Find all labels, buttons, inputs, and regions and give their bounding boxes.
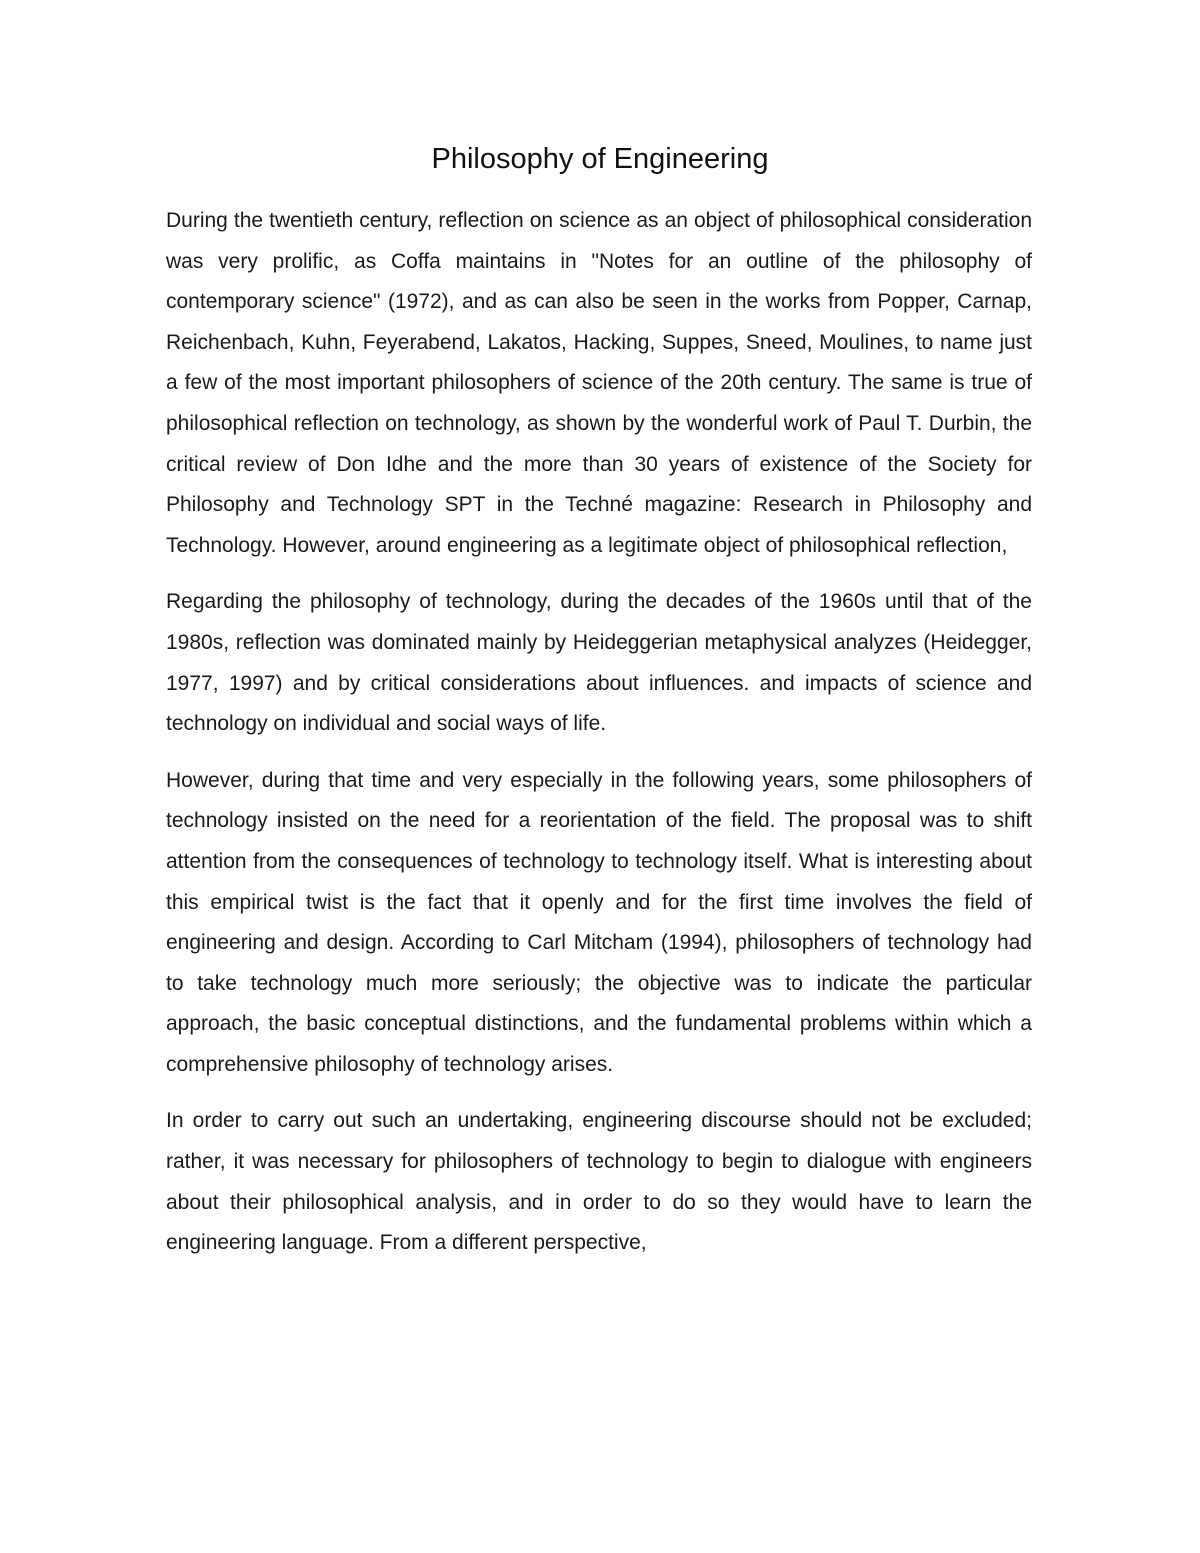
paragraph-1: During the twentieth century, reflection on science as an object of philosophical consideration was very prolific, as Coffa maintains in "Notes for an outline of the philosophy of contemporary science" (1972), and as can also be seen in the works from Popper, Carnap, Reichenbach, Kuhn, Feyerabend, Lakatos, Hacking, Suppes, Sneed, Moulines, to name just a few of the most important philosophers of science of the 20th century. The same is true of philosophical reflection on technology, as shown by the wonderful work of Paul T. Durbin, the critical review of Don Idhe and the more than 30 years of existence of the Society for Philosophy and Technology SPT in the Techné magazine: Research in Philosophy and Technology. However, around engineering as a legitimate object of philosophical reflection, bbox=[166, 209, 1032, 557]
document-title: Philosophy of Engineering bbox=[431, 143, 769, 175]
document-body bbox=[166, 201, 1032, 1280]
paragraph-3: However, during that time and very especially in the following years, some philosophers of technology insisted on the need for a reorientation of the field. The proposal was to shift attention from the consequences of technology to technology itself. What is interesting about this empirical twist is the fact that it openly and for the first time involves the field of engineering and design. According to Carl Mitcham (1994), philosophers of technology had to take technology much more seriously; the objective was to indicate the particular approach, the basic conceptual distinctions, and the fundamental problems within which a comprehensive philosophy of technology arises. bbox=[166, 768, 1032, 1076]
paragraph-2: Regarding the philosophy of technology, during the decades of the 1960s until that of the 1980s, reflection was dominated mainly by Heideggerian metaphysical analyzes (Heidegger, 1977, 1997) and by critical considerations about influences. and impacts of science and technology on individual and social ways of life. bbox=[166, 590, 1032, 736]
paragraph-4: In order to carry out such an undertaking, engineering discourse should not be excluded; rather, it was necessary for philosophers of technology to begin to dialogue with engineers about their philosophical analysis, and in order to do so they would have to learn the engineering language. From a different perspective, bbox=[166, 1109, 1032, 1255]
